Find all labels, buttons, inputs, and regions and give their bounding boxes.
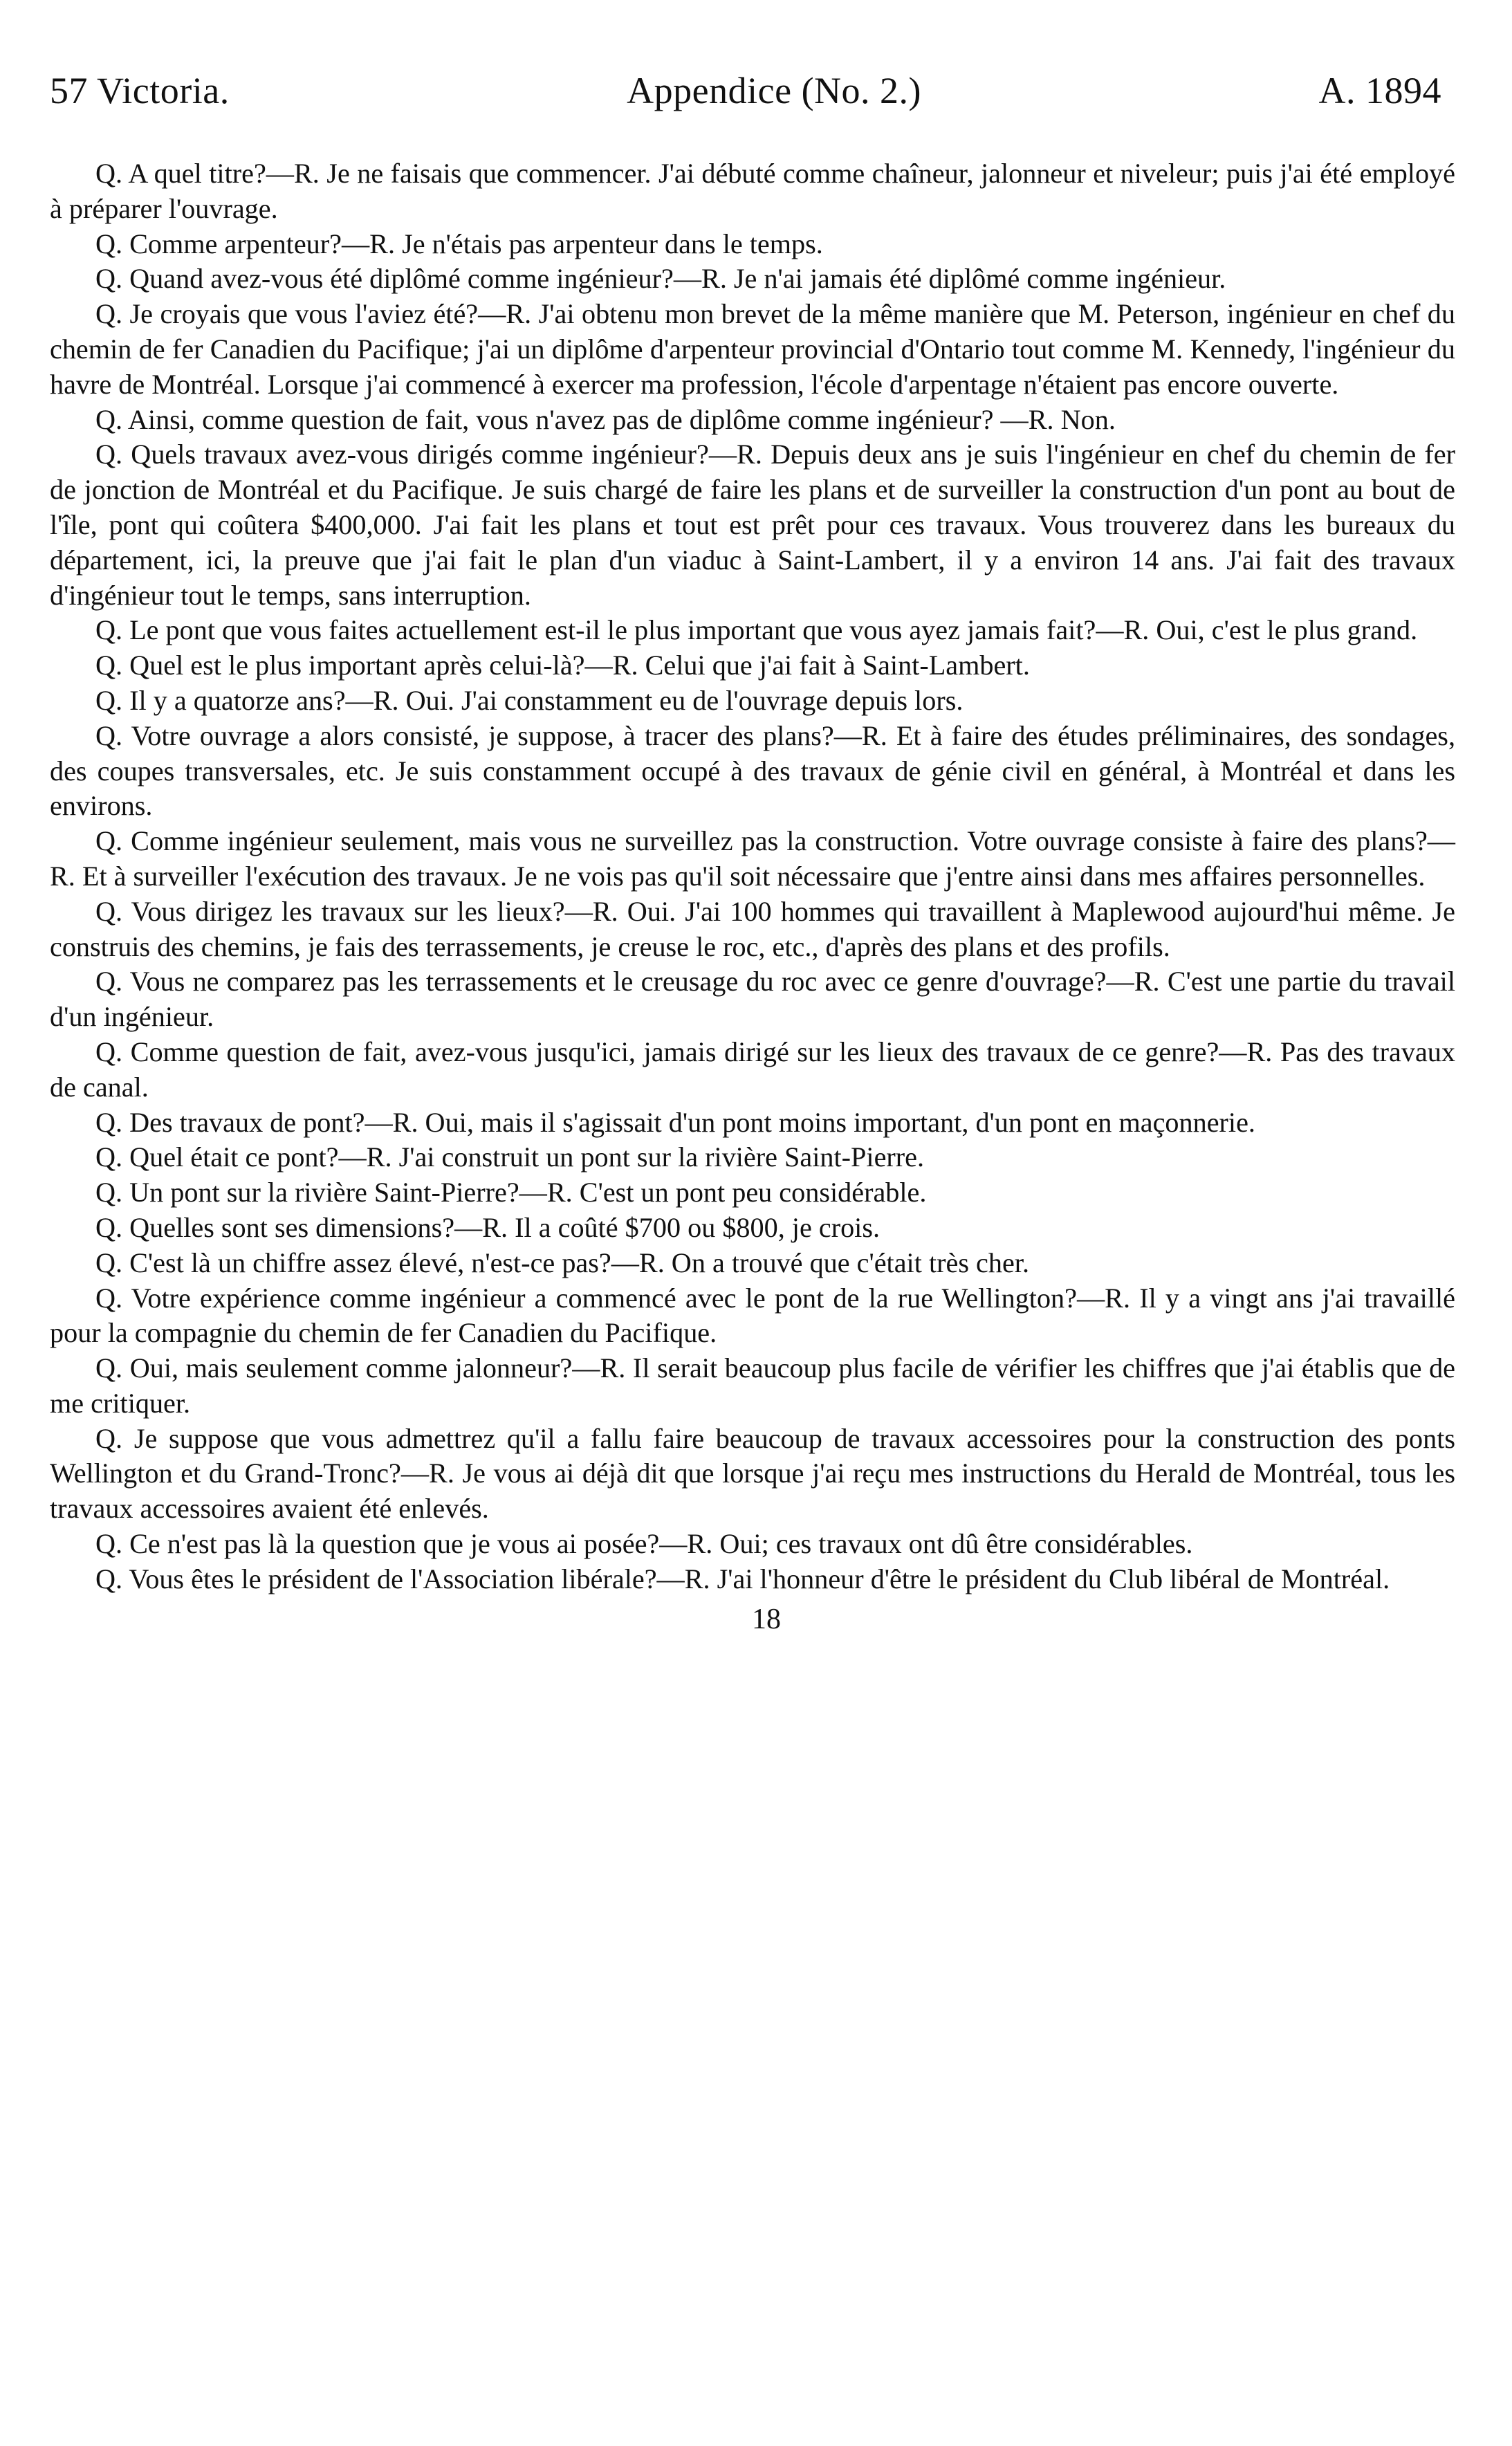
qa-paragraph: Q. Quels travaux avez-vous dirigés comme ingénieur?—R. Depuis deux ans je suis l'ingénieur en chef du chemin de fer de jonction de Montréal et du Pacifique. Je suis chargé de faire les plans et de surveiller la construction d'un pont au bout de l'île, pont qui coûtera $400,000. J'ai fait les plans et tout est prêt pour ces travaux. Vous trouverez dans les bureaux du département, ici, la preuve que j'ai fait le plan d'un viaduc à Saint-Lambert, il y a environ 14 ans. J'ai fait des travaux d'ingénieur tout le temps, sans interruption.: [50, 439, 1455, 611]
page-number: 18: [752, 1603, 781, 1635]
qa-paragraph: Q. Votre expérience comme ingénieur a commencé avec le pont de la rue Wellington?—R. Il y a vingt ans j'ai travaillé pour la compagnie du chemin de fer Canadien du Pacifique.: [50, 1282, 1455, 1349]
qa-paragraph: Q. Comme ingénieur seulement, mais vous ne surveillez pas la construction. Votre ouvrage consiste à faire des plans?—R. Et à surveiller l'exécution des travaux. Je ne vois pas qu'il soit nécessaire que j'entre ainsi dans mes affaires personnelles.: [50, 825, 1455, 892]
qa-paragraph: Q. Il y a quatorze ans?—R. Oui. J'ai constamment eu de l'ouvrage depuis lors.: [95, 684, 964, 716]
qa-paragraph: Q. Quelles sont ses dimensions?—R. Il a coûté $700 ou $800, je crois.: [95, 1211, 881, 1243]
qa-paragraph: Q. Quel était ce pont?—R. J'ai construit un pont sur la rivière Saint-Pierre.: [95, 1141, 925, 1173]
qa-paragraph: Q. Vous dirigez les travaux sur les lieux?—R. Oui. J'ai 100 hommes qui travaillent à Maplewood aujourd'hui même. Je construis des chemins, je fais des terrassements, je creuse le roc, etc., d'après des plans et des profils.: [50, 895, 1455, 962]
qa-paragraph: Q. Un pont sur la rivière Saint-Pierre?—R. C'est un pont peu considérable.: [95, 1177, 927, 1208]
qa-paragraph: Q. Quel est le plus important après celui-là?—R. Celui que j'ai fait à Saint-Lambert.: [95, 650, 1030, 681]
qa-paragraph: Q. A quel titre?—R. Je ne faisais que commencer. J'ai débuté comme chaîneur, jalonneur et niveleur; puis j'ai été employé à préparer l'ouvrage.: [50, 158, 1455, 224]
testimony-body: [50, 156, 1455, 1597]
qa-paragraph: Q. Je croyais que vous l'aviez été?—R. J'ai obtenu mon brevet de la même manière que M. Peterson, ingénieur en chef du chemin de fer Canadien du Pacifique; j'ai un diplôme d'arpenteur provincial d'Ontario tout comme M. Kennedy, l'ingénieur du havre de Montréal. Lorsque j'ai commencé à exercer ma profession, l'école d'arpentage n'étaient pas encore ouverte.: [50, 298, 1455, 400]
qa-paragraph: Q. C'est là un chiffre assez élevé, n'est-ce pas?—R. On a trouvé que c'était très cher.: [95, 1247, 1029, 1278]
qa-paragraph: Q. Votre ouvrage a alors consisté, je suppose, à tracer des plans?—R. Et à faire des études préliminaires, des sondages, des coupes transversales, etc. Je suis constamment occupé à des travaux de génie civil en général, à Montréal et dans les environs.: [50, 719, 1455, 822]
qa-paragraph: Q. Oui, mais seulement comme jalonneur?—R. Il serait beaucoup plus facile de vérifier les chiffres que j'ai établis que de me critiquer.: [50, 1352, 1455, 1419]
header-appendix: Appendice (No. 2.): [627, 70, 922, 111]
qa-paragraph: Q. Des travaux de pont?—R. Oui, mais il s'agissait d'un pont moins important, d'un pont en maçonnerie.: [95, 1106, 1255, 1138]
qa-paragraph: Q. Comme question de fait, avez-vous jusqu'ici, jamais dirigé sur les lieux des travaux de ce genre?—R. Pas des travaux de canal.: [50, 1036, 1455, 1103]
qa-paragraph: Q. Je suppose que vous admettrez qu'il a fallu faire beaucoup de travaux accessoires pour la construction des ponts Wellington et du Grand-Tronc?—R. Je vous ai déjà dit que lorsque j'ai reçu mes instructions du Herald de Montréal, tous les travaux accessoires avaient été enlevés.: [50, 1422, 1455, 1525]
qa-paragraph: Q. Ainsi, comme question de fait, vous n'avez pas de diplôme comme ingénieur? —R. Non.: [95, 403, 1116, 435]
qa-paragraph: Q. Ce n'est pas là la question que je vous ai posée?—R. Oui; ces travaux ont dû être considérables.: [95, 1528, 1193, 1560]
qa-paragraph: Q. Comme arpenteur?—R. Je n'étais pas arpenteur dans le temps.: [95, 228, 823, 259]
header-year: A. 1894: [1318, 70, 1441, 111]
qa-paragraph: Q. Le pont que vous faites actuellement est-il le plus important que vous ayez jamais fait?—R. Oui, c'est le plus grand.: [95, 614, 1418, 646]
running-header: [50, 69, 1455, 112]
qa-paragraph: Q. Vous êtes le président de l'Association libérale?—R. J'ai l'honneur d'être le président du Club libéral de Montréal.: [95, 1563, 1390, 1594]
header-session: 57 Victoria.: [50, 70, 230, 111]
qa-paragraph: Q. Vous ne comparez pas les terrassements et le creusage du roc avec ce genre d'ouvrage?—R. C'est une partie du travail d'un ingénieur.: [50, 966, 1455, 1033]
qa-paragraph: Q. Quand avez-vous été diplômé comme ingénieur?—R. Je n'ai jamais été diplômé comme ingénieur.: [95, 263, 1226, 295]
